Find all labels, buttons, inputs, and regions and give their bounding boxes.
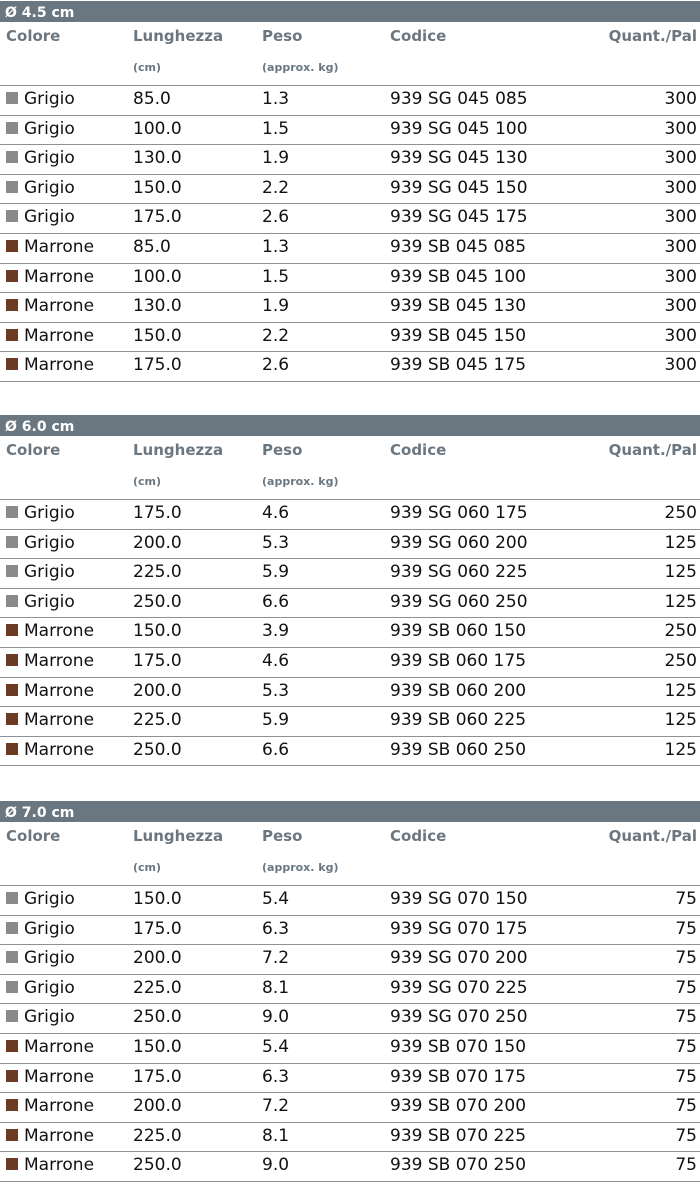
cell-colore: [6, 740, 94, 760]
cell-peso: 8.1: [262, 1125, 290, 1146]
cell-peso: 4.6: [262, 503, 290, 523]
cell-colore: [6, 889, 75, 909]
cell-quant-pal: 250: [664, 503, 697, 523]
cell-codice: 939 SB 070 175: [390, 1066, 527, 1087]
cell-codice: 939 SB 060 175: [390, 650, 527, 671]
cell-colore: [6, 681, 94, 701]
header-peso: Peso: [262, 827, 303, 845]
color-swatch-icon: [6, 1099, 18, 1111]
cell-colore: [6, 1126, 94, 1146]
color-swatch-icon: [6, 358, 18, 370]
color-label: Grigio: [24, 562, 75, 583]
cell-codice: 939 SB 070 200: [390, 1096, 527, 1117]
cell-lunghezza: 225.0: [133, 562, 182, 583]
cell-codice: 939 SG 060 250: [390, 591, 528, 612]
section-6-0cm: [0, 415, 700, 766]
color-label: Marrone: [24, 1155, 95, 1176]
cell-lunghezza: 250.0: [133, 1007, 182, 1028]
header-codice: Codice: [390, 27, 447, 45]
table-row: [0, 264, 700, 294]
color-label: Marrone: [24, 1125, 95, 1146]
color-swatch-icon: [6, 951, 18, 963]
header-peso: Peso: [262, 441, 303, 459]
color-label: Marrone: [24, 266, 95, 287]
cell-quant-pal: 75: [675, 1036, 697, 1057]
cell-colore: [6, 503, 75, 523]
cell-peso: 7.2: [262, 1096, 290, 1117]
cell-colore: [6, 1155, 94, 1175]
cell-codice: 939 SG 070 225: [390, 977, 528, 998]
cell-quant-pal: 75: [675, 1155, 697, 1176]
cell-codice: 939 SG 070 175: [390, 918, 528, 939]
cell-codice: 939 SG 060 175: [390, 503, 528, 523]
table-row: [0, 886, 700, 916]
cell-colore: [6, 651, 94, 671]
cell-codice: 939 SG 045 100: [390, 118, 528, 139]
cell-codice: 939 SB 070 250: [390, 1155, 527, 1176]
cell-peso: 6.3: [262, 1066, 290, 1087]
cell-lunghezza: 130.0: [133, 296, 182, 317]
table-row: [0, 945, 700, 975]
color-swatch-icon: [6, 151, 18, 163]
table-row: [0, 1152, 700, 1182]
table-row: [0, 145, 700, 175]
color-swatch-icon: [6, 536, 18, 548]
cell-lunghezza: 150.0: [133, 1036, 182, 1057]
cell-lunghezza: 175.0: [133, 207, 182, 228]
cell-peso: 1.3: [262, 236, 290, 257]
color-swatch-icon: [6, 92, 18, 104]
color-swatch-icon: [6, 713, 18, 725]
cell-lunghezza: 100.0: [133, 118, 182, 139]
color-label: Marrone: [24, 650, 95, 671]
cell-quant-pal: 75: [675, 1007, 697, 1028]
color-label: Grigio: [24, 207, 75, 228]
cell-quant-pal: 75: [675, 1096, 697, 1117]
color-swatch-icon: [6, 329, 18, 341]
cell-peso: 1.9: [262, 296, 290, 317]
cell-lunghezza: 200.0: [133, 1096, 182, 1117]
color-label: Marrone: [24, 1066, 95, 1087]
cell-lunghezza: 175.0: [133, 355, 182, 376]
color-label: Marrone: [24, 236, 95, 257]
cell-colore: [6, 148, 75, 168]
cell-colore: [6, 533, 75, 553]
cell-lunghezza: 200.0: [133, 948, 182, 969]
cell-lunghezza: 225.0: [133, 977, 182, 998]
color-label: Grigio: [24, 977, 75, 998]
cell-quant-pal: 300: [664, 266, 697, 287]
cell-quant-pal: 125: [664, 680, 697, 701]
cell-colore: [6, 948, 75, 968]
color-swatch-icon: [6, 506, 18, 518]
cell-lunghezza: 150.0: [133, 177, 182, 198]
cell-peso: 5.4: [262, 1036, 290, 1057]
table-row: [0, 86, 700, 116]
color-swatch-icon: [6, 922, 18, 934]
table-row: [0, 116, 700, 146]
color-swatch-icon: [6, 1129, 18, 1141]
color-label: Marrone: [24, 680, 95, 701]
color-swatch-icon: [6, 270, 18, 282]
cell-peso: 3.9: [262, 621, 290, 642]
color-label: Grigio: [24, 889, 75, 909]
header-codice: Codice: [390, 827, 447, 845]
header-lunghezza-unit: (cm): [133, 475, 162, 488]
cell-colore: [6, 326, 94, 346]
table-body: [0, 86, 700, 382]
color-swatch-icon: [6, 595, 18, 607]
cell-colore: [6, 978, 75, 998]
color-swatch-icon: [6, 1010, 18, 1022]
cell-peso: 1.3: [262, 89, 290, 109]
cell-lunghezza: 225.0: [133, 1125, 182, 1146]
header-peso: Peso: [262, 27, 303, 45]
header-colore: Colore: [6, 827, 61, 845]
cell-peso: 2.2: [262, 177, 290, 198]
cell-lunghezza: 150.0: [133, 889, 182, 909]
color-label: Marrone: [24, 739, 95, 760]
color-swatch-icon: [6, 240, 18, 252]
cell-colore: [6, 1007, 75, 1027]
cell-colore: [6, 592, 75, 612]
table-row: [0, 323, 700, 353]
table-row: [0, 737, 700, 767]
cell-colore: [6, 562, 75, 582]
section-title: Ø 4.5 cm: [0, 1, 700, 25]
cell-quant-pal: 300: [664, 236, 697, 257]
color-swatch-icon: [6, 122, 18, 134]
cell-codice: 939 SG 070 250: [390, 1007, 528, 1028]
cell-peso: 5.4: [262, 889, 290, 909]
cell-lunghezza: 200.0: [133, 680, 182, 701]
cell-colore: [6, 919, 75, 939]
header-quant-pal: Quant./Pal: [608, 441, 697, 459]
section-4-5cm: [0, 1, 700, 382]
cell-lunghezza: 175.0: [133, 503, 182, 523]
header-codice: Codice: [390, 441, 447, 459]
cell-colore: [6, 1037, 94, 1057]
cell-lunghezza: 250.0: [133, 1155, 182, 1176]
cell-codice: 939 SB 060 225: [390, 710, 527, 731]
table-header: [0, 25, 700, 86]
cell-peso: 5.3: [262, 680, 290, 701]
header-lunghezza: Lunghezza: [133, 827, 224, 845]
header-lunghezza: Lunghezza: [133, 441, 224, 459]
cell-lunghezza: 100.0: [133, 266, 182, 287]
color-swatch-icon: [6, 181, 18, 193]
cell-codice: 939 SB 045 150: [390, 325, 527, 346]
cell-codice: 939 SG 060 225: [390, 562, 528, 583]
color-label: Grigio: [24, 591, 75, 612]
cell-colore: [6, 267, 94, 287]
color-label: Grigio: [24, 948, 75, 969]
table-row: [0, 1034, 700, 1064]
header-lunghezza-unit: (cm): [133, 61, 162, 74]
cell-peso: 1.9: [262, 148, 290, 169]
cell-colore: [6, 355, 94, 375]
color-swatch-icon: [6, 892, 18, 904]
table-body: [0, 886, 700, 1182]
color-label: Marrone: [24, 621, 95, 642]
cell-quant-pal: 75: [675, 1125, 697, 1146]
cell-colore: [6, 178, 75, 198]
section-7-0cm: [0, 801, 700, 1182]
cell-codice: 939 SB 060 200: [390, 680, 527, 701]
cell-peso: 1.5: [262, 266, 290, 287]
header-colore: Colore: [6, 441, 61, 459]
cell-quant-pal: 250: [664, 621, 697, 642]
color-label: Marrone: [24, 1096, 95, 1117]
cell-peso: 6.6: [262, 591, 290, 612]
cell-codice: 939 SG 045 150: [390, 177, 528, 198]
cell-colore: [6, 119, 75, 139]
color-swatch-icon: [6, 1040, 18, 1052]
table-row: [0, 1004, 700, 1034]
header-lunghezza: Lunghezza: [133, 27, 224, 45]
table-row: [0, 500, 700, 530]
cell-quant-pal: 125: [664, 739, 697, 760]
cell-quant-pal: 75: [675, 1066, 697, 1087]
table-row: [0, 916, 700, 946]
cell-quant-pal: 300: [664, 89, 697, 109]
color-swatch-icon: [6, 684, 18, 696]
cell-lunghezza: 175.0: [133, 650, 182, 671]
cell-lunghezza: 175.0: [133, 918, 182, 939]
table-row: [0, 618, 700, 648]
cell-codice: 939 SG 070 200: [390, 948, 528, 969]
color-label: Grigio: [24, 148, 75, 169]
table-row: [0, 1123, 700, 1153]
color-swatch-icon: [6, 299, 18, 311]
table-row: [0, 975, 700, 1005]
table-row: [0, 589, 700, 619]
cell-codice: 939 SG 045 175: [390, 207, 528, 228]
cell-lunghezza: 85.0: [133, 89, 171, 109]
table-row: [0, 175, 700, 205]
cell-quant-pal: 75: [675, 977, 697, 998]
cell-colore: [6, 237, 94, 257]
cell-quant-pal: 300: [664, 177, 697, 198]
cell-colore: [6, 710, 94, 730]
color-label: Marrone: [24, 296, 95, 317]
cell-quant-pal: 75: [675, 889, 697, 909]
table-row: [0, 1093, 700, 1123]
cell-quant-pal: 75: [675, 948, 697, 969]
table-row: [0, 234, 700, 264]
cell-peso: 4.6: [262, 650, 290, 671]
cell-codice: 939 SB 045 175: [390, 355, 527, 376]
color-label: Marrone: [24, 355, 95, 376]
cell-peso: 6.6: [262, 739, 290, 760]
cell-lunghezza: 175.0: [133, 1066, 182, 1087]
table-row: [0, 648, 700, 678]
color-swatch-icon: [6, 1158, 18, 1170]
cell-quant-pal: 300: [664, 325, 697, 346]
cell-quant-pal: 125: [664, 710, 697, 731]
color-swatch-icon: [6, 210, 18, 222]
color-label: Grigio: [24, 918, 75, 939]
table-row: [0, 678, 700, 708]
cell-peso: 7.2: [262, 948, 290, 969]
cell-quant-pal: 300: [664, 148, 697, 169]
color-label: Grigio: [24, 532, 75, 553]
color-label: Grigio: [24, 503, 75, 523]
table-header: [0, 439, 700, 500]
cell-codice: 939 SG 070 150: [390, 889, 528, 909]
section-title: Ø 7.0 cm: [0, 801, 700, 825]
color-label: Marrone: [24, 325, 95, 346]
cell-quant-pal: 125: [664, 532, 697, 553]
color-swatch-icon: [6, 743, 18, 755]
cell-peso: 6.3: [262, 918, 290, 939]
cell-colore: [6, 89, 75, 109]
table-row: [0, 1064, 700, 1094]
cell-peso: 2.6: [262, 207, 290, 228]
cell-lunghezza: 250.0: [133, 739, 182, 760]
cell-codice: 939 SB 045 130: [390, 296, 527, 317]
cell-quant-pal: 300: [664, 355, 697, 376]
color-swatch-icon: [6, 1070, 18, 1082]
cell-quant-pal: 75: [675, 918, 697, 939]
header-peso-unit: (approx. kg): [262, 475, 339, 488]
table-row: [0, 530, 700, 560]
cell-lunghezza: 130.0: [133, 148, 182, 169]
cell-quant-pal: 300: [664, 296, 697, 317]
cell-codice: 939 SG 060 200: [390, 532, 528, 553]
color-label: Marrone: [24, 1036, 95, 1057]
cell-lunghezza: 225.0: [133, 710, 182, 731]
cell-quant-pal: 250: [664, 650, 697, 671]
color-label: Marrone: [24, 710, 95, 731]
table-header: [0, 825, 700, 886]
table-row: [0, 293, 700, 323]
header-peso-unit: (approx. kg): [262, 61, 339, 74]
table-row: [0, 559, 700, 589]
cell-peso: 9.0: [262, 1155, 290, 1176]
cell-codice: 939 SB 060 150: [390, 621, 527, 642]
cell-quant-pal: 125: [664, 562, 697, 583]
header-colore: Colore: [6, 27, 61, 45]
table-row: [0, 204, 700, 234]
header-peso-unit: (approx. kg): [262, 861, 339, 874]
cell-peso: 8.1: [262, 977, 290, 998]
color-swatch-icon: [6, 624, 18, 636]
cell-peso: 2.2: [262, 325, 290, 346]
color-swatch-icon: [6, 981, 18, 993]
cell-quant-pal: 125: [664, 591, 697, 612]
color-label: Grigio: [24, 177, 75, 198]
color-label: Grigio: [24, 1007, 75, 1028]
cell-colore: [6, 207, 75, 227]
cell-colore: [6, 296, 94, 316]
cell-lunghezza: 200.0: [133, 532, 182, 553]
cell-colore: [6, 1096, 94, 1116]
header-quant-pal: Quant./Pal: [608, 27, 697, 45]
cell-codice: 939 SB 045 085: [390, 236, 527, 257]
cell-codice: 939 SG 045 130: [390, 148, 528, 169]
cell-codice: 939 SB 070 150: [390, 1036, 527, 1057]
cell-colore: [6, 621, 94, 641]
header-lunghezza-unit: (cm): [133, 861, 162, 874]
cell-quant-pal: 300: [664, 207, 697, 228]
cell-peso: 5.9: [262, 562, 290, 583]
cell-quant-pal: 300: [664, 118, 697, 139]
table-row: [0, 352, 700, 382]
cell-peso: 2.6: [262, 355, 290, 376]
cell-peso: 1.5: [262, 118, 290, 139]
table-body: [0, 500, 700, 766]
cell-peso: 5.3: [262, 532, 290, 553]
cell-codice: 939 SB 045 100: [390, 266, 527, 287]
color-swatch-icon: [6, 565, 18, 577]
cell-lunghezza: 150.0: [133, 325, 182, 346]
section-title: Ø 6.0 cm: [0, 415, 700, 439]
color-swatch-icon: [6, 654, 18, 666]
header-quant-pal: Quant./Pal: [608, 827, 697, 845]
cell-peso: 5.9: [262, 710, 290, 731]
cell-colore: [6, 1067, 94, 1087]
cell-lunghezza: 85.0: [133, 236, 171, 257]
cell-codice: 939 SB 070 225: [390, 1125, 527, 1146]
cell-codice: 939 SB 060 250: [390, 739, 527, 760]
color-label: Grigio: [24, 118, 75, 139]
cell-peso: 9.0: [262, 1007, 290, 1028]
table-row: [0, 707, 700, 737]
cell-codice: 939 SG 045 085: [390, 89, 528, 109]
cell-lunghezza: 150.0: [133, 621, 182, 642]
cell-lunghezza: 250.0: [133, 591, 182, 612]
color-label: Grigio: [24, 89, 75, 109]
